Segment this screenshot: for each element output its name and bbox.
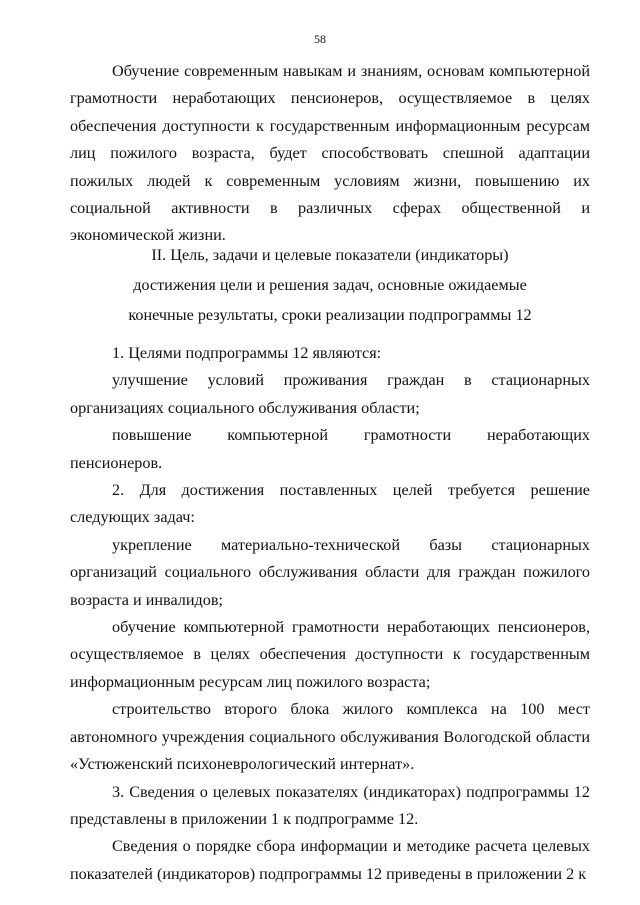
paragraph-tasks-intro: 2. Для достижения поставленных целей требуется решение следующих задач:: [70, 481, 590, 527]
intro-section: [70, 58, 590, 250]
paragraph-goal-living-conditions: улучшение условий проживания граждан в стационарных организациях социального обслуживания области;: [70, 371, 590, 417]
paragraph-task-training: обучение компьютерной грамотности неработающих пенсионеров, осуществляемое в целях обеспечения доступности к государственным информационным ресурсам лиц пожилого возраста;: [70, 618, 590, 691]
paragraph-task-construction: строительство второго блока жилого комплекса на 100 мест автономного учреждения социального обслуживания Вологодской области «Устюженский психоневрологический интернат».: [70, 700, 590, 774]
paragraph-indicator-method: Сведения о порядке сбора информации и методике расчета целевых показателей (индикаторов) подпрограммы 12 приведены в приложении 2 к: [70, 837, 590, 883]
page-number: 58: [314, 32, 326, 46]
paragraph-goals-intro: 1. Целями подпрограммы 12 являются:: [112, 344, 382, 362]
paragraph-goal-computer-literacy: повышение компьютерной грамотности неработающих пенсионеров.: [70, 426, 590, 472]
section-heading-line-3: конечные результаты, сроки реализации подпрограммы 12: [128, 306, 532, 324]
section-heading: [70, 240, 590, 330]
paragraph-task-material-base: укрепление материально-технической базы стационарных организаций социального обслуживания области для граждан пожилого возраста и инвалидов;: [70, 535, 590, 609]
section-heading-line-2: достижения цели и решения задач, основные ожидаемые: [133, 276, 527, 294]
intro-paragraph: Обучение современным навыкам и знаниям, основам компьютерной грамотности неработающих пенсионеров, осуществляемое в целях обеспечения доступности к государственным информационным ресурсам лиц пожилого возраста, будет способствовать спешной адаптации пожилых людей к современным условиям жизни, повышению их социальной активности в различных сферах общественной и экономической жизни.: [70, 62, 590, 245]
goals-section: [70, 340, 590, 888]
section-heading-line-1: II. Цель, задачи и целевые показатели (индикаторы): [151, 246, 509, 264]
paragraph-indicators: 3. Сведения о целевых показателях (индикаторах) подпрограммы 12 представлены в приложении 1 к подпрограмме 12.: [70, 782, 590, 828]
